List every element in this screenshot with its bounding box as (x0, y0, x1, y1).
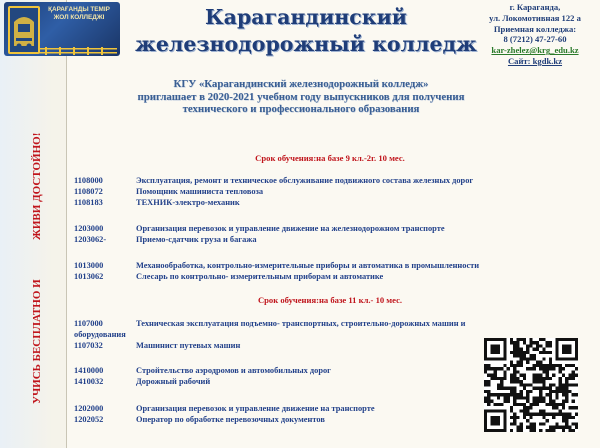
program-code: 1410000 (74, 366, 104, 375)
program-name: Техническая эксплуатация подъемно- транспортных, строительно-дорожных машин и (136, 319, 466, 328)
program-code: 1203000 (74, 224, 104, 233)
contact-city: г. Караганда, (509, 2, 561, 12)
program-group (74, 260, 564, 282)
qr-code-icon[interactable] (484, 338, 578, 432)
program-code: 1202052 (74, 415, 104, 425)
program-name: Машинист путевых машин (136, 341, 241, 351)
program-code: 1107032 (74, 341, 103, 351)
contact-site-link[interactable]: Сайт: kgdk.kz (507, 55, 563, 66)
program-row (74, 271, 564, 282)
program-name: ТЕХНИК-электро-механик (136, 198, 240, 208)
program-name: Приемо-сдатчик груза и багажа (136, 235, 257, 245)
invitation-line-2: приглашает в 2020-2021 учебном году выпускников для получения (137, 90, 465, 103)
program-code: 1108000 (74, 176, 103, 185)
program-row (74, 260, 564, 271)
program-code: 1013000 (74, 261, 104, 270)
rail-icon (39, 42, 117, 52)
contact-street: ул. Локомотивная 122 а (489, 12, 581, 23)
invitation-line-3: технического и профессионального образования (182, 103, 420, 116)
title-line-1: Карагандинский (205, 5, 407, 29)
slogan-right: ЖИВИ ДОСТОЙНО! (31, 132, 43, 240)
program-row (74, 197, 564, 208)
program-name: Стройтельство аэродромов и автомобильных дорог (136, 366, 331, 375)
program-name: Помощник машиниста тепловоза (136, 187, 264, 197)
program-name: Механообработка, контрольно-измерительные приборы и автоматика в промышленности (136, 261, 480, 270)
section-heading-9: Срок обучения:на базе 9 кл.-2г. 10 мес. (255, 153, 405, 163)
program-group (74, 223, 564, 245)
logo-lettering: ҚАРАҒАНДЫ ТЕМІР ЖОЛ КОЛЛЕДЖІ (48, 6, 110, 22)
program-name: Организация перевозок и управление движение на транспорте (136, 404, 375, 413)
program-code: 1202000 (74, 404, 104, 413)
title-line-2: железнодорожный колледж (135, 32, 477, 56)
contact-block (474, 2, 596, 67)
program-row (74, 234, 564, 245)
program-name: Слесарь по контрольно- измерительным приборам и автоматике (136, 272, 384, 282)
program-code: 1108183 (74, 198, 103, 208)
program-group (74, 175, 564, 209)
section-heading-11: Срок обучения:на базе 11 кл.- 10 мес. (257, 295, 403, 305)
invitation-block (86, 78, 516, 116)
sidebar-slogan (4, 92, 62, 412)
college-logo (4, 2, 120, 56)
train-emblem-icon (8, 6, 40, 54)
page-title (126, 4, 486, 58)
slogan-left: УЧИСЬ БЕСПЛАТНО И (31, 279, 43, 404)
contact-email-link[interactable]: kar-zhelez@krg_edu.kz (491, 45, 579, 56)
contact-phone: 8 (7212) 47-27-60 (503, 34, 567, 45)
program-row (74, 186, 564, 197)
program-row (74, 175, 564, 186)
program-row-continuation: оборудования (74, 330, 126, 340)
program-name: Эксплуатация, ремонт и техническое обслуживание подвижного состава железных дорог (136, 176, 474, 185)
program-name: Дорожный рабочий (136, 377, 211, 387)
program-code: 1108072 (74, 187, 103, 197)
program-code: 1107000 (74, 319, 103, 328)
program-name: Организация перевозок и управление движение на железнодорожном транспорте (136, 224, 445, 233)
program-code: 1013062 (74, 272, 104, 282)
program-row (74, 223, 564, 234)
contact-office: Приемная колледжа: (493, 23, 577, 34)
program-code: 1203062- (74, 235, 107, 245)
program-code: 1410032 (74, 377, 104, 387)
program-row (74, 318, 564, 329)
program-name: Оператор по обработке перевозочных документов (136, 415, 325, 425)
invitation-line-1: КГУ «Карагандинский железнодорожный колледж» (173, 78, 429, 90)
